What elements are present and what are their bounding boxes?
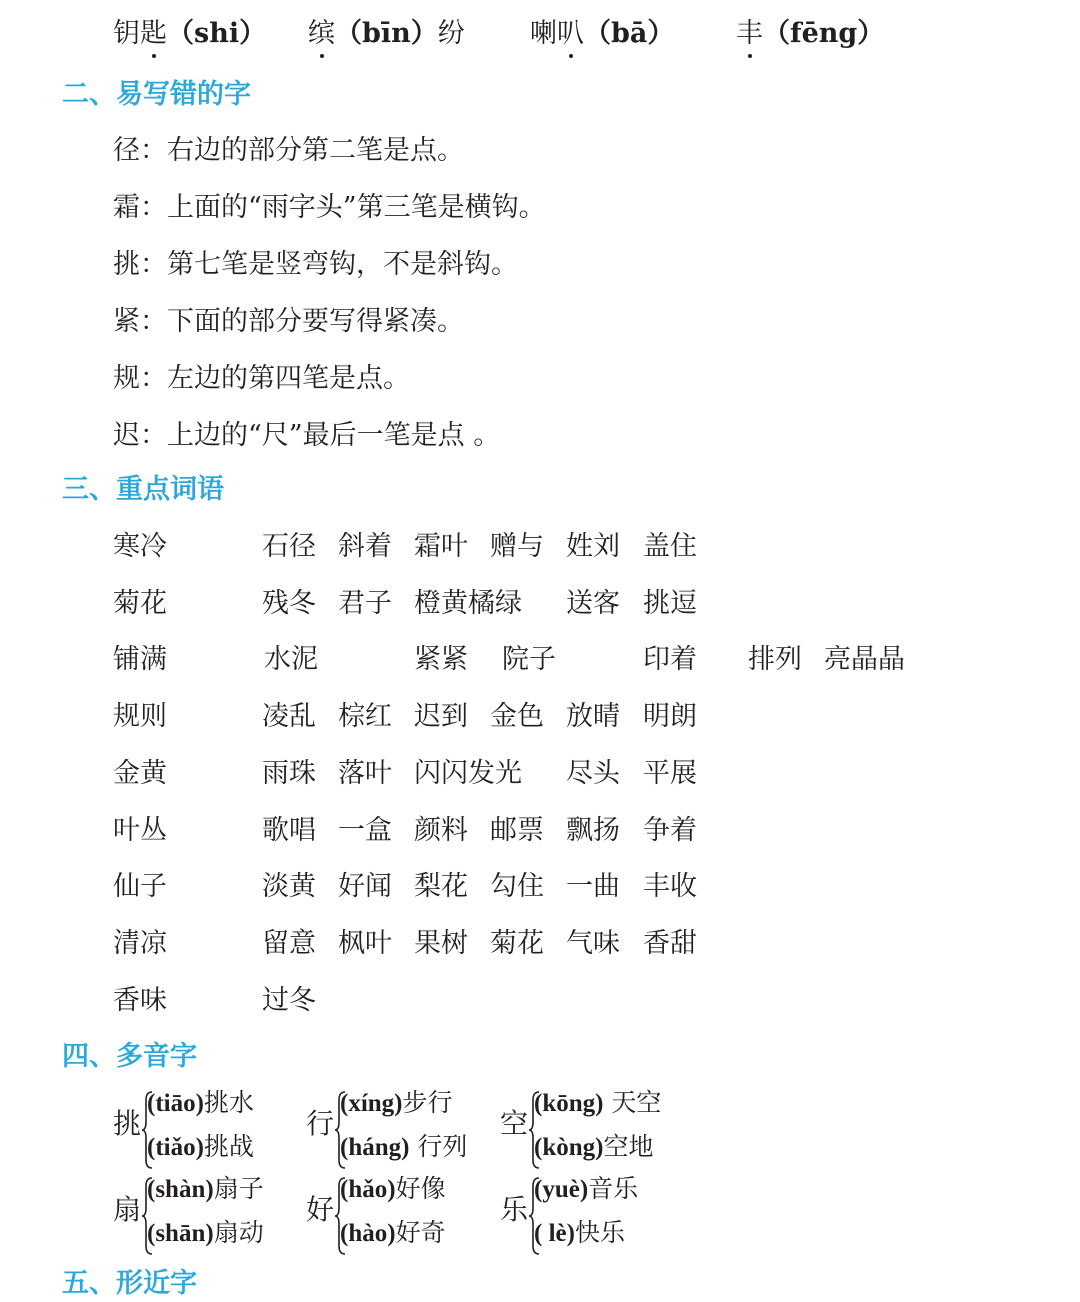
vocab-word: 印着 <box>643 644 697 676</box>
vocab-word: 明朗 <box>643 701 697 733</box>
vocab-word: 赠与 <box>490 531 544 562</box>
vocab-word: 院子 <box>502 644 556 676</box>
vocab-word: 平展 <box>643 757 697 789</box>
pinyin-item <box>113 16 266 52</box>
vocab-word: 霜叶 <box>414 531 468 562</box>
vocab-lead-word: 香味 <box>113 984 167 1016</box>
vocab-word: 凌乱 <box>262 701 316 733</box>
reading-pinyin: (shàn) <box>147 1176 214 1203</box>
reading-word: 扇子 <box>213 1174 264 1203</box>
vocab-word: 一曲 <box>566 871 620 903</box>
vocab-word: 橙黄橘绿 <box>414 587 522 619</box>
polyphone-reading <box>534 1130 653 1165</box>
vocab-lead-word: 金黄 <box>113 757 167 789</box>
char-text: 纷 <box>437 18 465 49</box>
char-text: 钥 <box>113 18 140 49</box>
vocab-word: 争着 <box>643 814 697 846</box>
vocab-word: 枫叶 <box>338 927 392 959</box>
vocab-word: 迟到 <box>414 701 468 733</box>
polyphone-char: 行 <box>306 1107 335 1140</box>
section-heading: 二、易写错的字 <box>62 79 251 110</box>
polyphone-reading <box>147 1086 254 1121</box>
vocab-word: 尽头 <box>566 757 620 789</box>
reading-word: 空地 <box>603 1132 654 1161</box>
dotted-char: 叭 <box>557 16 584 52</box>
vocab-word: 邮票 <box>490 814 544 846</box>
char-text: 喇 <box>530 18 557 49</box>
vocab-word: 放晴 <box>566 701 620 733</box>
reading-word: 步行 <box>402 1088 453 1117</box>
vocab-word: 排列 <box>748 644 802 676</box>
reading-pinyin: (tiāo) <box>147 1090 204 1117</box>
section-heading: 五、形近字 <box>62 1268 197 1299</box>
reading-pinyin: (hǎo) <box>340 1176 396 1203</box>
polyphone-reading <box>534 1086 661 1121</box>
vocab-word: 香甜 <box>643 927 697 959</box>
vocab-word: 菊花 <box>490 927 544 959</box>
reading-word: 挑水 <box>203 1088 254 1117</box>
vocab-word: 歌唱 <box>262 814 316 846</box>
reading-pinyin: (xíng) <box>340 1090 403 1117</box>
vocab-word: 丰收 <box>643 871 697 903</box>
vocab-word: 残冬 <box>262 587 316 619</box>
pinyin-item <box>530 16 674 52</box>
vocab-word: 飘扬 <box>566 814 620 846</box>
reading-pinyin: ( lè) <box>534 1220 575 1247</box>
vocab-word: 挑逗 <box>643 587 697 619</box>
vocab-word: 君子 <box>338 587 392 619</box>
pinyin-item <box>308 16 465 52</box>
vocab-word: 紧紧 <box>414 644 468 676</box>
polyphone-reading <box>147 1172 264 1207</box>
reading-word: 好像 <box>395 1174 446 1203</box>
polyphone-char: 挑 <box>113 1107 142 1140</box>
polyphone-reading <box>340 1216 446 1251</box>
vocab-lead-word: 规则 <box>113 701 167 733</box>
vocab-word: 淡黄 <box>262 871 316 903</box>
tricky-char-line: 规：左边的第四笔是点。 <box>113 363 410 394</box>
vocab-word: 盖住 <box>643 531 697 562</box>
vocab-word: 姓刘 <box>566 531 620 562</box>
vocab-word: 斜着 <box>338 531 392 562</box>
pinyin-text: （bīn） <box>335 18 438 49</box>
vocab-word: 勾住 <box>490 871 544 903</box>
dotted-char: 缤 <box>308 16 335 52</box>
tricky-char-line: 径：右边的部分第二笔是点。 <box>113 135 464 166</box>
reading-word: 好奇 <box>395 1218 446 1247</box>
vocab-word: 留意 <box>262 927 316 959</box>
pinyin-item <box>736 16 884 52</box>
section-heading: 四、多音字 <box>62 1041 197 1072</box>
reading-word: 快乐 <box>574 1218 625 1247</box>
vocab-lead-word: 菊花 <box>113 587 167 619</box>
vocab-lead-word: 清凉 <box>113 927 167 959</box>
vocab-word: 石径 <box>262 531 316 562</box>
vocab-word: 棕红 <box>338 701 392 733</box>
reading-word: 挑战 <box>203 1132 254 1161</box>
vocab-word: 好闻 <box>338 871 392 903</box>
pinyin-text: （bā） <box>584 18 675 49</box>
reading-word: 天空 <box>603 1088 662 1117</box>
polyphone-char: 扇 <box>113 1193 142 1226</box>
vocab-word: 气味 <box>566 927 620 959</box>
vocab-word: 果树 <box>414 927 468 959</box>
polyphone-reading <box>340 1130 467 1165</box>
vocab-lead-word: 寒冷 <box>113 531 167 562</box>
polyphone-reading <box>534 1172 638 1207</box>
reading-word: 行列 <box>409 1132 468 1161</box>
tricky-char-line: 挑：第七笔是竖弯钩，不是斜钩。 <box>113 249 518 280</box>
polyphone-char: 乐 <box>500 1193 529 1226</box>
vocab-word: 闪闪发光 <box>414 757 522 789</box>
polyphone-reading <box>147 1130 254 1165</box>
tricky-char-line: 紧：下面的部分要写得紧凑。 <box>113 306 464 337</box>
polyphone-char: 好 <box>306 1193 335 1226</box>
reading-pinyin: (tiǎo) <box>147 1134 204 1161</box>
polyphone-reading <box>147 1216 264 1251</box>
polyphone-reading <box>534 1216 625 1251</box>
vocab-word: 雨珠 <box>262 757 316 789</box>
reading-pinyin: (kōng) <box>534 1090 604 1117</box>
section-heading: 三、重点词语 <box>62 474 224 505</box>
vocab-word: 落叶 <box>338 757 392 789</box>
reading-pinyin: (yuè) <box>534 1176 589 1203</box>
polyphone-reading <box>340 1172 446 1207</box>
vocab-word: 过冬 <box>262 984 316 1016</box>
reading-word: 音乐 <box>588 1174 639 1203</box>
vocab-word: 水泥 <box>264 644 318 676</box>
pinyin-text: （shi） <box>167 18 267 49</box>
vocab-lead-word: 铺满 <box>113 644 167 676</box>
pinyin-text: （fēng） <box>763 18 885 49</box>
polyphone-char: 空 <box>500 1107 529 1140</box>
tricky-char-line: 迟：上边的“尺”最后一笔是点 。 <box>113 420 501 451</box>
reading-pinyin: (kòng) <box>534 1134 604 1161</box>
vocab-lead-word: 叶丛 <box>113 814 167 846</box>
vocab-word: 金色 <box>490 701 544 733</box>
reading-word: 扇动 <box>213 1218 264 1247</box>
vocab-lead-word: 仙子 <box>113 871 167 903</box>
vocab-word: 送客 <box>566 587 620 619</box>
vocab-word: 颜料 <box>414 814 468 846</box>
vocab-word: 梨花 <box>414 871 468 903</box>
polyphone-reading <box>340 1086 453 1121</box>
vocab-word: 一盒 <box>338 814 392 846</box>
dotted-char: 匙 <box>140 16 167 52</box>
dotted-char: 丰 <box>736 16 763 52</box>
reading-pinyin: (shān) <box>147 1220 214 1247</box>
reading-pinyin: (háng) <box>340 1134 410 1161</box>
tricky-char-line: 霜：上面的“雨字头”第三笔是横钩。 <box>113 192 546 223</box>
reading-pinyin: (hào) <box>340 1220 396 1247</box>
vocab-word: 亮晶晶 <box>824 644 905 676</box>
